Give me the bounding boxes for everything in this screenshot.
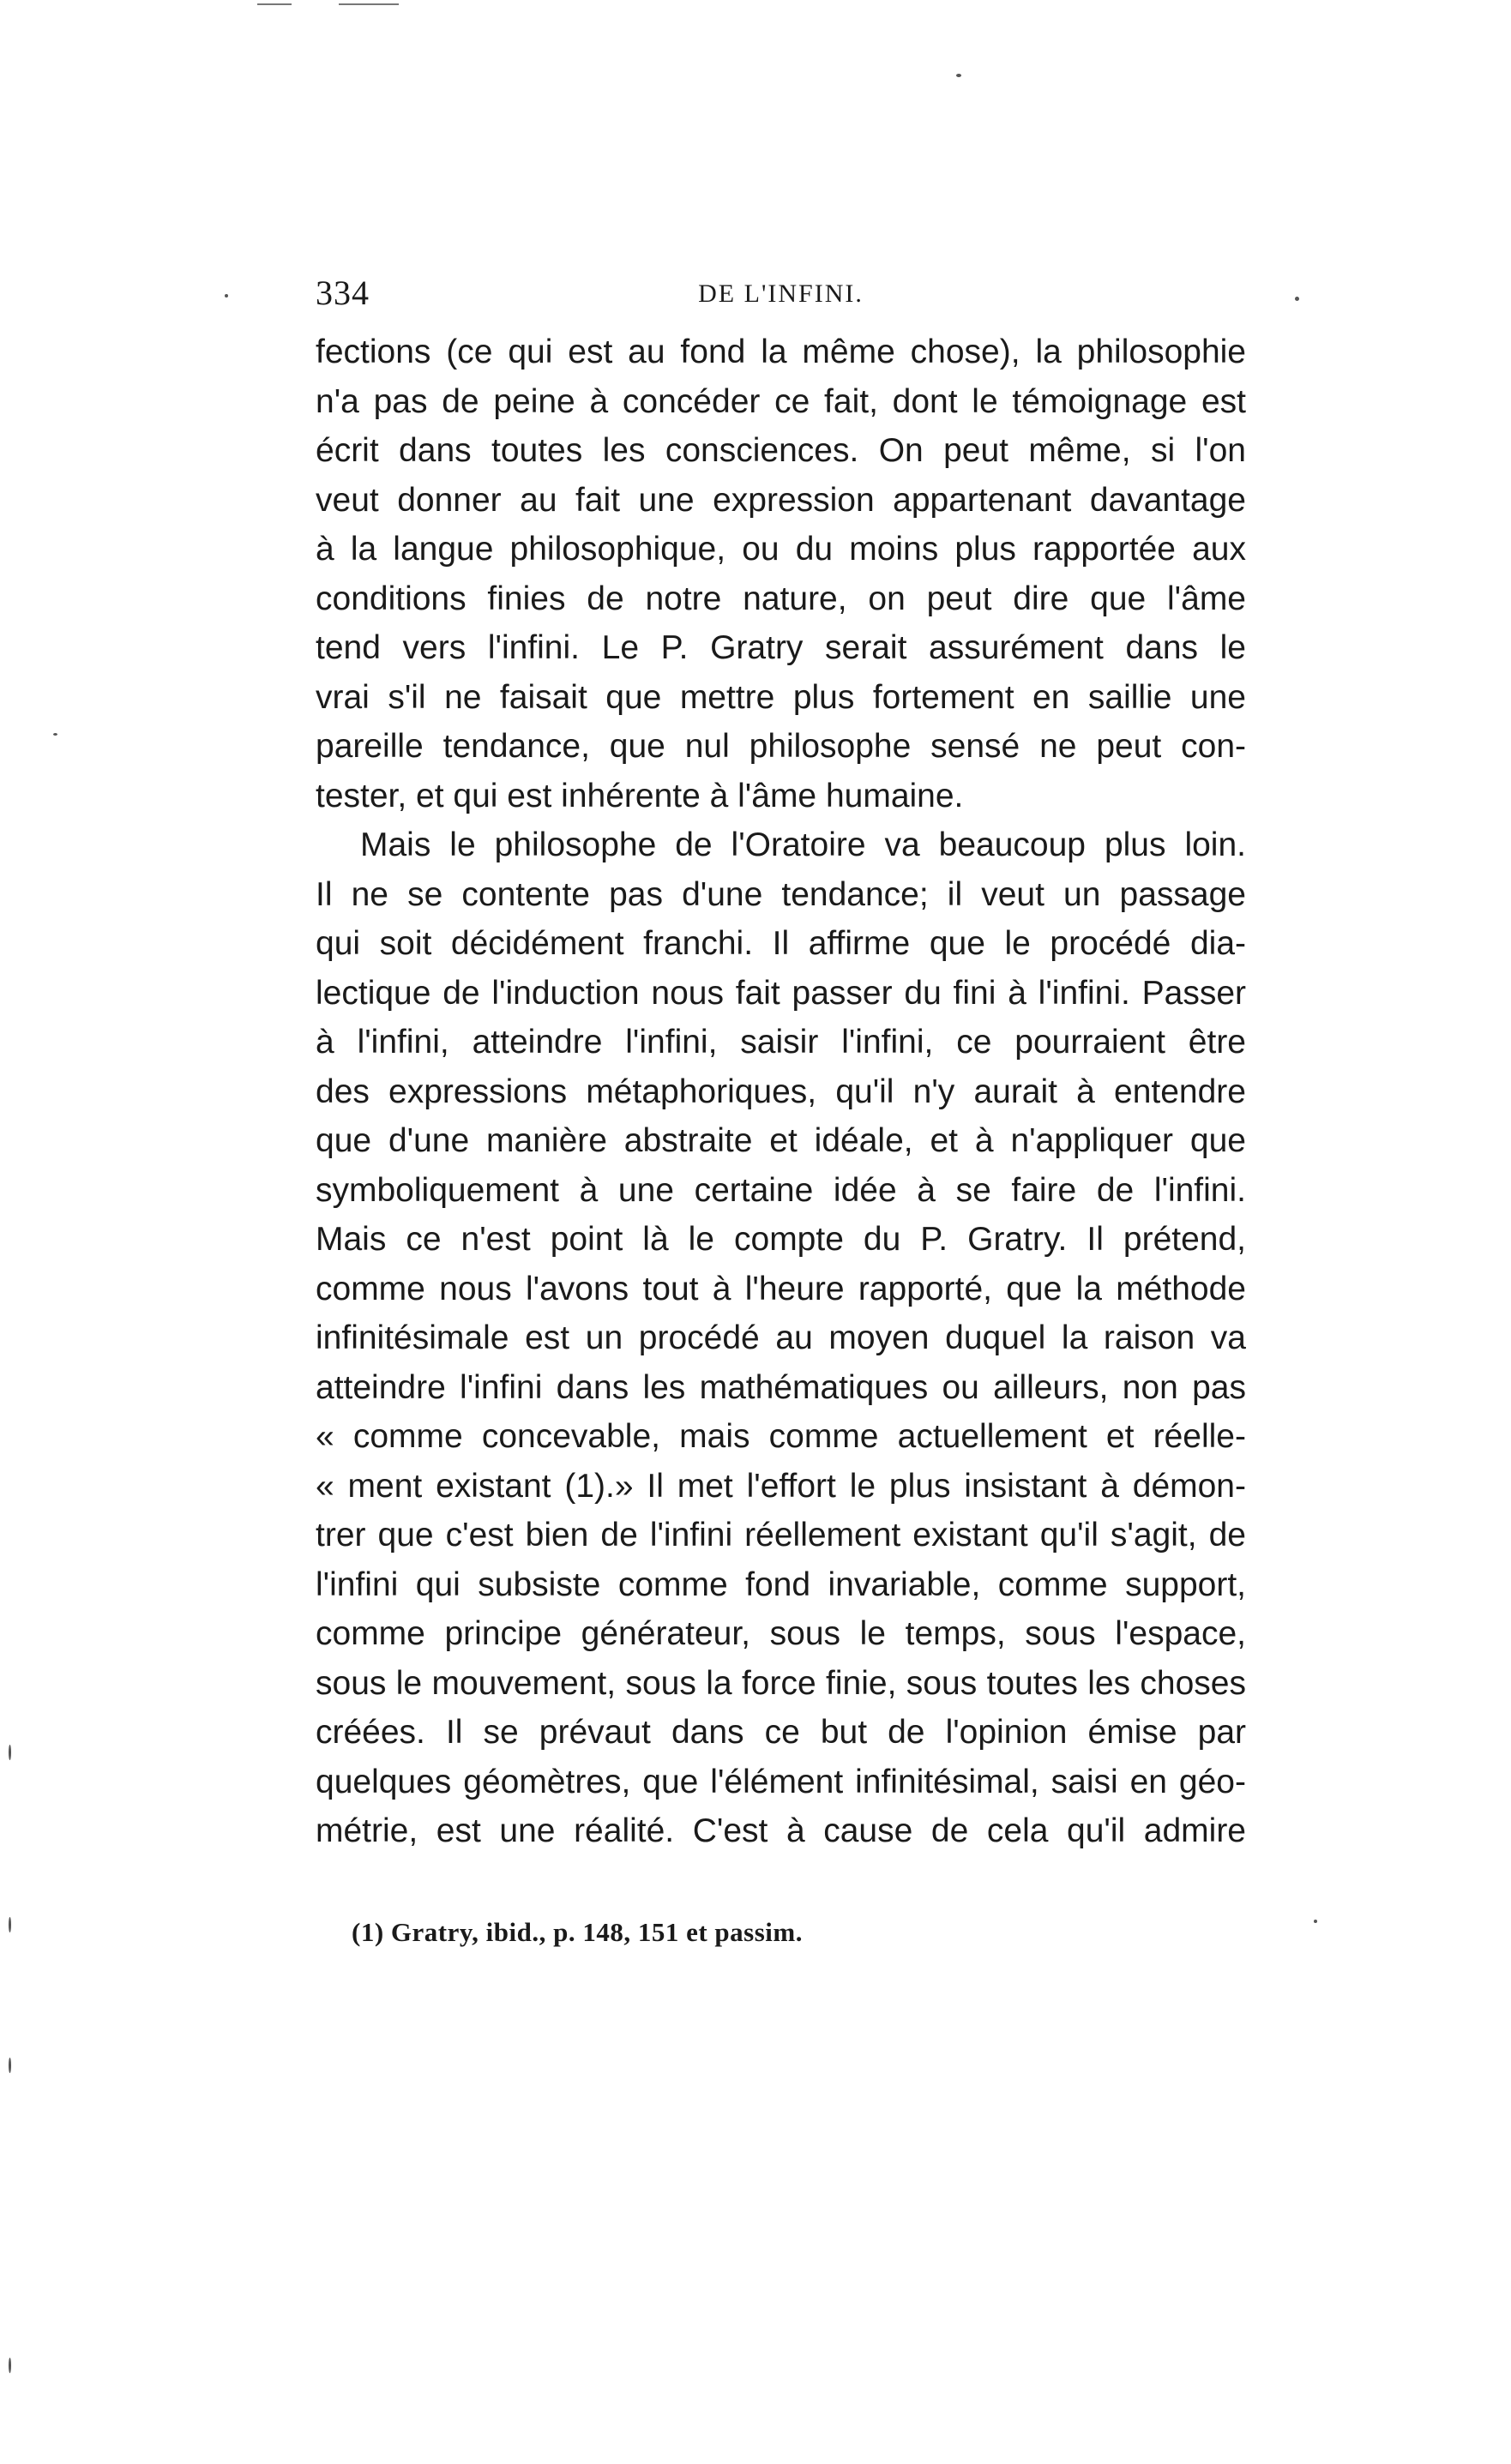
text-line: tester, et qui est inhérente à l'âme humaine. bbox=[316, 777, 964, 814]
text-line: lectique de l'induction nous fait passer du fini à l'infini. Passer bbox=[316, 974, 1246, 1012]
text-line: à l'infini, atteindre l'infini, saisir l'infini, ce pourraient être bbox=[316, 1024, 1246, 1061]
text-line: n'a pas de peine à concéder ce fait, dont le témoignage est bbox=[316, 382, 1246, 420]
text-line: infinitésimale est un procédé au moyen duquel la raison va bbox=[316, 1319, 1246, 1356]
scan-mark-top bbox=[257, 3, 292, 5]
text-line: conditions finies de notre nature, on peut dire que l'âme bbox=[316, 580, 1246, 617]
text-line: trer que c'est bien de l'infini réellement existant qu'il s'agit, de bbox=[316, 1517, 1246, 1554]
scan-speck bbox=[1295, 297, 1299, 301]
text-line: pareille tendance, que nul philosophe sensé ne peut con- bbox=[316, 728, 1246, 765]
text-line: sous le mouvement, sous la force finie, sous toutes les choses bbox=[316, 1664, 1246, 1702]
text-line: des expressions métaphoriques, qu'il n'y aurait à entendre bbox=[316, 1073, 1246, 1110]
text-line: symboliquement à une certaine idée à se faire de l'infini. bbox=[316, 1171, 1246, 1209]
text-line: que d'une manière abstraite et idéale, et à n'appliquer que bbox=[316, 1122, 1246, 1159]
text-line: atteindre l'infini dans les mathématiques ou ailleurs, non pas bbox=[316, 1368, 1246, 1406]
text-line: tend vers l'infini. Le P. Gratry serait assurément dans le bbox=[316, 629, 1246, 666]
scan-speck bbox=[53, 733, 57, 736]
page-number: 334 bbox=[316, 273, 370, 312]
footnote: (1) Gratry, ibid., p. 148, 151 et passim. bbox=[352, 1917, 803, 1947]
scan-speck bbox=[9, 2358, 11, 2373]
text-line: créées. Il se prévaut dans ce but de l'opinion émise par bbox=[316, 1714, 1246, 1751]
text-line: « comme concevable, mais comme actuellement et réelle- bbox=[316, 1418, 1246, 1455]
text-line: à la langue philosophique, ou du moins plus rapportée aux bbox=[316, 531, 1246, 568]
text-line: fections (ce qui est au fond la même chose), la philosophie bbox=[316, 334, 1246, 370]
text-line: écrit dans toutes les consciences. On peut même, si l'on bbox=[316, 432, 1246, 469]
text-line: qui soit décidément franchi. Il affirme que le procédé dia- bbox=[316, 925, 1246, 962]
text-line: l'infini qui subsiste comme fond invariable, comme support, bbox=[316, 1566, 1246, 1603]
scan-speck bbox=[225, 294, 228, 297]
scan-mark-top-2 bbox=[339, 3, 399, 5]
scan-speck bbox=[956, 74, 961, 77]
page-header bbox=[316, 273, 1246, 317]
text-line: quelques géomètres, que l'élément infinitésimal, saisi en géo- bbox=[316, 1763, 1246, 1800]
running-head: DE L'INFINI. bbox=[698, 279, 864, 308]
scan-speck bbox=[9, 1917, 11, 1932]
body-text bbox=[316, 328, 1246, 1856]
text-line: Il ne se contente pas d'une tendance; il veut un passage bbox=[316, 875, 1246, 913]
text-line: veut donner au fait une expression appartenant davantage bbox=[316, 481, 1246, 519]
scan-speck bbox=[9, 1745, 11, 1760]
text-line: comme nous l'avons tout à l'heure rapporté, que la méthode bbox=[316, 1270, 1246, 1307]
text-line: vrai s'il ne faisait que mettre plus fortement en saillie une bbox=[316, 678, 1246, 716]
text-line: Mais ce n'est point là le compte du P. Gratry. Il prétend, bbox=[316, 1221, 1246, 1258]
scan-speck bbox=[1314, 1920, 1317, 1923]
text-line: comme principe générateur, sous le temps, sous l'espace, bbox=[316, 1615, 1246, 1652]
scan-speck bbox=[9, 2058, 11, 2073]
text-line: métrie, est une réalité. C'est à cause de cela qu'il admire bbox=[316, 1812, 1246, 1849]
text-line: « ment existant (1).» Il met l'effort le plus insistant à démon- bbox=[316, 1467, 1246, 1505]
paragraph-start-line: Mais le philosophe de l'Oratoire va beaucoup plus loin. bbox=[360, 826, 1246, 863]
